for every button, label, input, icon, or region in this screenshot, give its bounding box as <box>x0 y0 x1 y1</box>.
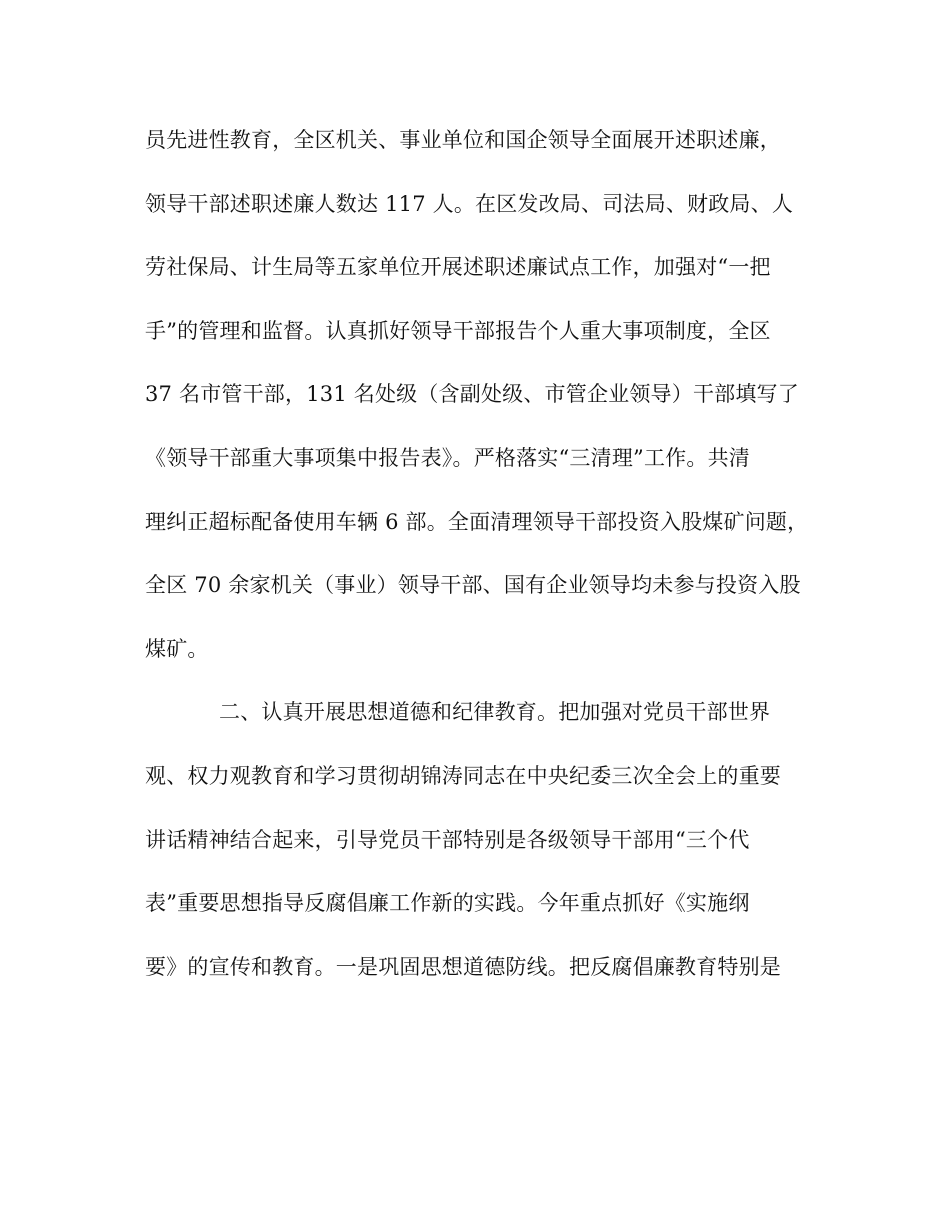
text-line: 员先进性教育，全区机关、事业单位和国企领导全面展开述职述廉， <box>145 128 781 152</box>
body-text <box>145 124 810 1014</box>
text-line: 煤矿。 <box>145 636 209 661</box>
text-line: 观、权力观教育和学习贯彻胡锦涛同志在中央纪委三次全会上的重要 <box>145 763 781 788</box>
section-heading-line: 二、认真开展思想道德和纪律教育。把加强对党员干部世界 <box>219 700 771 725</box>
text-line: 理纠正超标配备使用车辆 6 部。全面清理领导干部投资入股煤矿问题， <box>145 509 809 534</box>
text-line: 手”的管理和监督。认真抓好领导干部报告个人重大事项制度，全区 <box>145 318 771 343</box>
text-line: 《领导干部重大事项集中报告表》。严格落实“三清理”工作。共清 <box>145 445 750 470</box>
text-line: 表”重要思想指导反腐倡廉工作新的实践。今年重点抓好《实施纲 <box>145 891 750 916</box>
text-line: 全区 70 余家机关（事业）领导干部、国有企业领导均未参与投资入股 <box>145 573 801 598</box>
text-line: 劳社保局、计生局等五家单位开展述职述廉试点工作，加强对“一把 <box>145 255 771 280</box>
text-line: 讲话精神结合起来，引导党员干部特别是各级领导干部用“三个代 <box>145 827 750 852</box>
text-line: 37 名市管干部，131 名处级（含副处级、市管企业领导）干部填写了 <box>145 382 799 407</box>
text-line: 领导干部述职述廉人数达 117 人。在区发改局、司法局、财政局、人 <box>145 191 794 216</box>
text-line: 要》的宣传和教育。一是巩固思想道德防线。把反腐倡廉教育特别是 <box>145 954 781 979</box>
